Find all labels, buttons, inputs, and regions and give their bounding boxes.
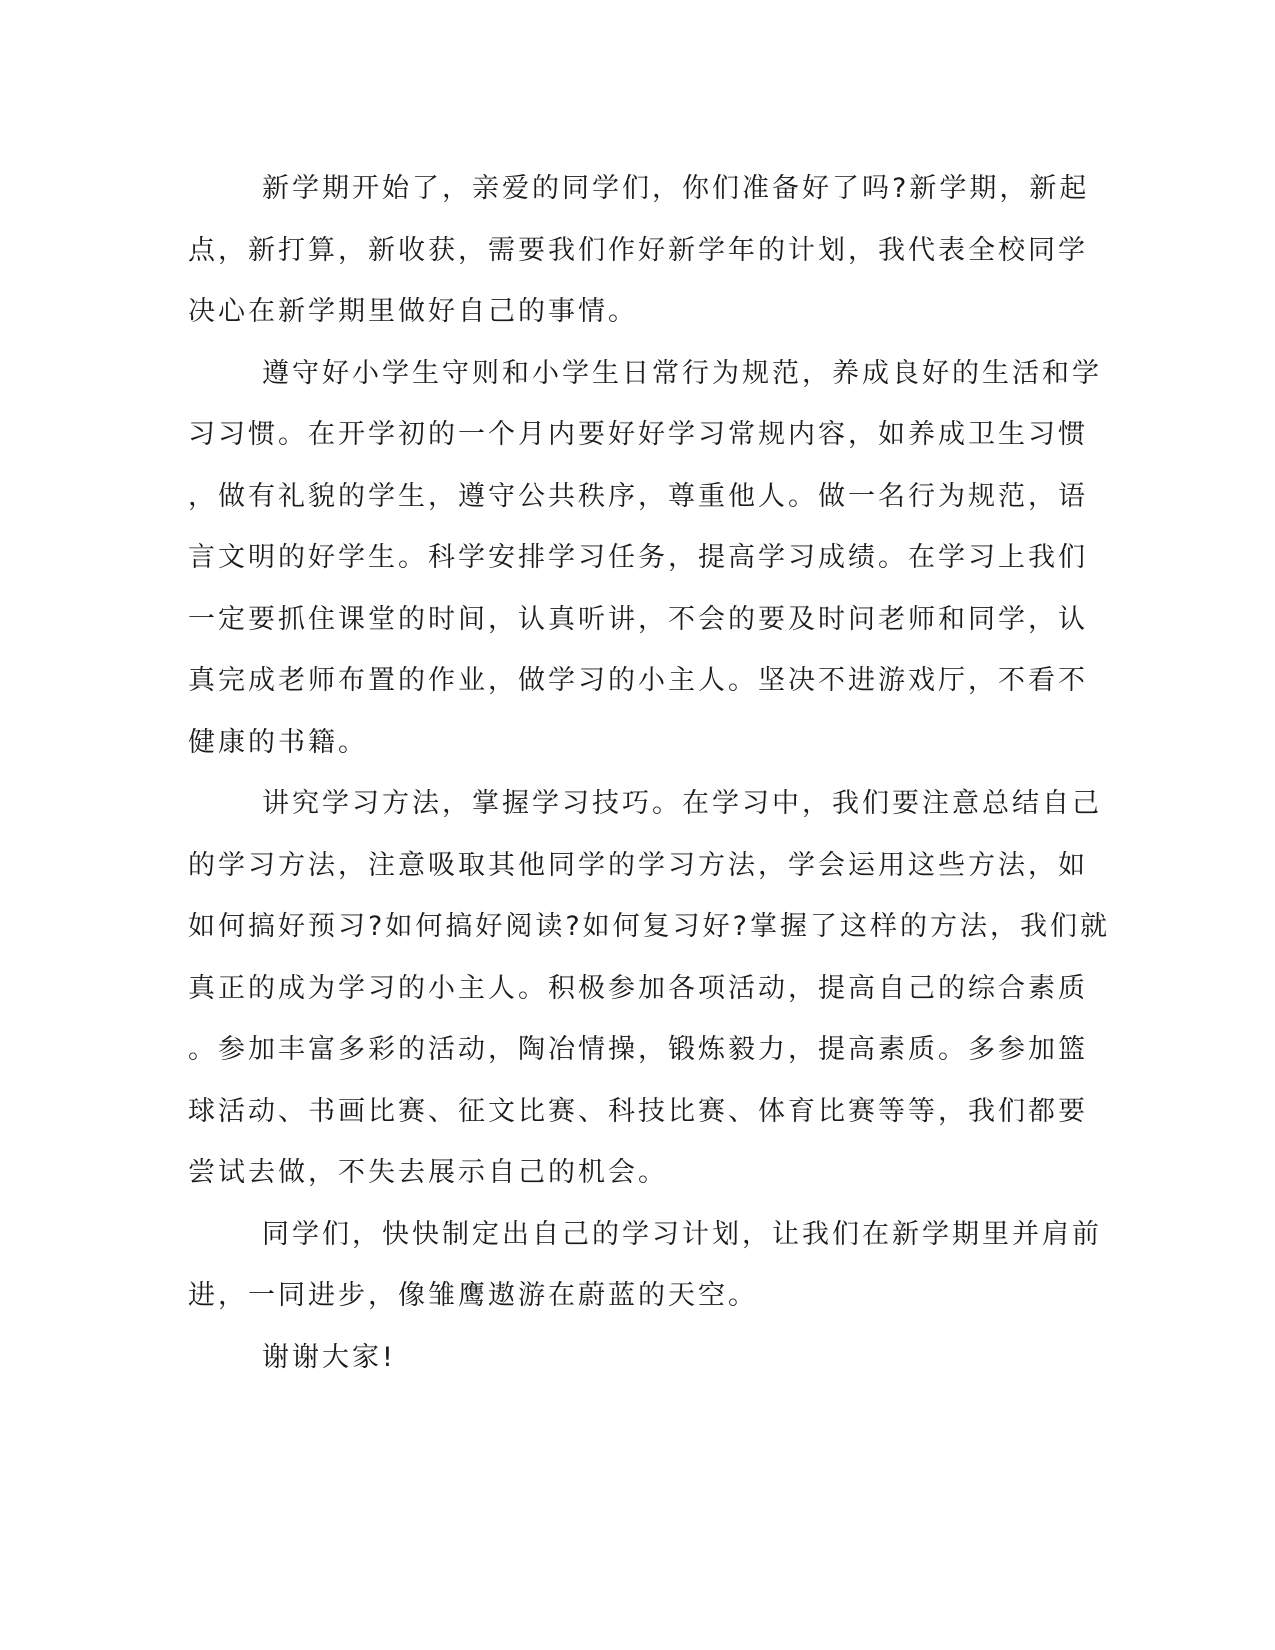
text-line: 遵守好小学生守则和小学生日常行为规范，养成良好的生活和学 <box>262 357 1102 389</box>
text-line: 言文明的好学生。科学安排学习任务，提高学习成绩。在学习上我们 <box>188 542 1088 573</box>
text-line: 的学习方法，注意吸取其他同学的学习方法，学会运用这些方法，如 <box>188 849 1088 881</box>
text-line: 进，一同进步，像雏鹰遨游在蔚蓝的天空。 <box>188 1280 758 1311</box>
closing-line <box>188 1327 1068 1389</box>
paragraph-2 <box>188 343 1102 774</box>
text-line: 健康的书籍。 <box>188 726 368 758</box>
text-line: 一定要抓住课堂的时间，认真听讲，不会的要及时问老师和同学，认 <box>188 603 1088 635</box>
text-line: ，做有礼貌的学生，遵守公共秩序，尊重他人。做一名行为规范，语 <box>188 480 1088 512</box>
text-line: 真正的成为学习的小主人。积极参加各项活动，提高自己的综合素质 <box>188 972 1088 1004</box>
text-line: 尝试去做，不失去展示自己的机会。 <box>188 1157 668 1188</box>
text-line: 习习惯。在开学初的一个月内要好好学习常规内容，如养成卫生习惯 <box>188 419 1088 450</box>
text-line: 真完成老师布置的作业，做学习的小主人。坚决不进游戏厅，不看不 <box>188 665 1088 696</box>
paragraph-3 <box>188 773 1110 1204</box>
text-line: 谢谢大家! <box>262 1341 396 1373</box>
text-line: 新学期开始了，亲爱的同学们，你们准备好了吗?新学期，新起 <box>262 173 1090 204</box>
paragraph-1 <box>188 158 1090 343</box>
text-line: 点，新打算，新收获，需要我们作好新学年的计划，我代表全校同学 <box>188 234 1088 266</box>
text-line: 如何搞好预习?如何搞好阅读?如何复习好?掌握了这样的方法，我们就 <box>188 911 1110 942</box>
text-line: 同学们，快快制定出自己的学习计划，让我们在新学期里并肩前 <box>262 1218 1102 1250</box>
text-line: 。参加丰富多彩的活动，陶冶情操，锻炼毅力，提高素质。多参加篮 <box>188 1034 1088 1065</box>
text-line: 讲究学习方法，掌握学习技巧。在学习中，我们要注意总结自己 <box>262 788 1102 819</box>
text-line: 球活动、书画比赛、征文比赛、科技比赛、体育比赛等等，我们都要 <box>188 1095 1088 1127</box>
text-line: 决心在新学期里做好自己的事情。 <box>188 296 638 327</box>
document-body <box>188 158 1110 1388</box>
paragraph-4 <box>188 1204 1102 1327</box>
